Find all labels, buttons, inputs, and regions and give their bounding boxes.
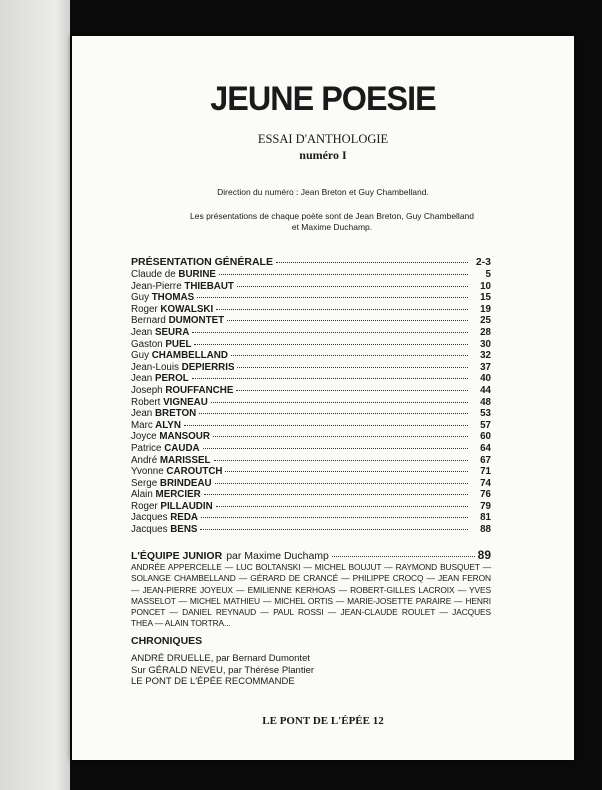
- poet-last-name: ALYN: [155, 419, 181, 431]
- toc-entry: [131, 281, 491, 293]
- poet-first-name: Alain: [131, 489, 153, 501]
- presentations-line-1: Les présentations de chaque poète sont de Jean Breton, Guy Chambelland: [190, 211, 474, 221]
- presentations-credit: [182, 211, 482, 233]
- toc-entry-poet: [131, 281, 234, 292]
- toc-entry: [131, 431, 491, 443]
- poet-first-name: Claude de: [131, 269, 176, 280]
- poet-last-name: MARISSEL: [159, 454, 211, 466]
- poet-last-name: MERCIER: [155, 489, 201, 501]
- toc-entry-page: 28: [480, 326, 491, 338]
- leader-dots: [184, 425, 468, 426]
- poet-first-name: Robert: [131, 396, 161, 408]
- junior-heading: L'ÉQUIPE JUNIOR: [131, 550, 223, 562]
- toc-entry-page: 60: [480, 431, 491, 443]
- poet-first-name: Joseph: [131, 384, 163, 396]
- toc-entry-page: 67: [480, 454, 491, 466]
- poet-last-name: SEURA: [154, 326, 190, 338]
- leader-dots: [200, 529, 468, 530]
- toc-entry-page: 15: [480, 292, 491, 304]
- leader-dots: [219, 274, 468, 275]
- toc-entry: [131, 489, 491, 501]
- poet-first-name: Guy: [131, 350, 149, 362]
- junior-page: 89: [477, 548, 491, 562]
- toc-entry-poet: [131, 350, 228, 361]
- chroniques-list: [131, 653, 314, 688]
- toc-entry-page: 48: [480, 396, 491, 408]
- leader-dots: [332, 556, 475, 557]
- leader-dots: [276, 262, 468, 263]
- leader-dots: [237, 286, 468, 287]
- facing-page-edge: [0, 0, 70, 790]
- toc-entry-page: 25: [480, 315, 491, 327]
- toc-entry-poet: [131, 397, 208, 408]
- toc-entry-poet: [131, 269, 216, 280]
- toc-entry-page: 5: [485, 269, 491, 280]
- poet-first-name: Jean: [131, 326, 153, 338]
- toc-entry-poet: [131, 304, 213, 315]
- poet-last-name: ROUFFANCHE: [165, 384, 234, 396]
- leader-dots: [213, 436, 468, 437]
- toc-entry: [131, 315, 491, 327]
- leader-dots: [192, 378, 468, 379]
- junior-names-list: ANDRÉE APPERCELLE — LUC BOLTANSKI — MICHEL BOUJUT — RAYMOND BUSQUET — SOLANGE CHAMBELLAND — GÉRARD DE CRANCÉ — PHILIPPE CROCQ — JEAN FERON — JEAN-PIERRE JOYEUX — EMILIENNE KERHOAS — ROBERT-GILLES LACROIX — YVES MASSELOT — MICHEL MATHIEU — MICHEL ORTIS — MARIE-JOSETTE PARAIRE — HENRI PONCET — DANIEL REYNAUD — PAUL ROSSI — JEAN-CLAUDE ROULET — JACQUES THEA — ALAIN TORTRA...: [131, 562, 491, 629]
- toc-entry-page: 40: [480, 373, 491, 385]
- toc-entry-poet: [131, 466, 222, 477]
- toc-entry: [131, 373, 491, 385]
- toc-entry-page: 32: [480, 350, 491, 362]
- poet-first-name: Jean: [131, 373, 153, 385]
- leader-dots: [192, 332, 468, 333]
- junior-author: par Maxime Duchamp: [226, 550, 329, 562]
- toc-entry-poet: [131, 455, 211, 466]
- poet-last-name: PUEL: [165, 338, 192, 350]
- poet-last-name: PEROL: [154, 373, 189, 385]
- toc-entry-poet: [131, 501, 213, 512]
- toc-entry-page: 81: [480, 512, 491, 524]
- toc-entry-poet: [131, 512, 198, 523]
- toc-entry-page: 44: [480, 384, 491, 396]
- leader-dots: [199, 413, 468, 414]
- poet-last-name: VIGNEAU: [163, 396, 208, 408]
- toc-entry-poet: [131, 362, 234, 373]
- toc-entry: [131, 304, 491, 316]
- toc-entry-page: 57: [480, 419, 491, 431]
- toc-entry-page: 79: [480, 500, 491, 512]
- leader-dots: [214, 460, 468, 461]
- poet-first-name: Guy: [131, 292, 149, 304]
- leader-dots: [216, 506, 468, 507]
- toc-entry-poet: [131, 443, 200, 454]
- poet-last-name: KOWALSKI: [160, 303, 214, 315]
- toc-heading-row: [131, 256, 491, 269]
- poet-last-name: BRETON: [154, 408, 197, 420]
- poet-first-name: Gaston: [131, 338, 163, 350]
- toc-entry-poet: [131, 524, 197, 535]
- leader-dots: [237, 367, 468, 368]
- toc-entry-poet: [131, 315, 224, 326]
- chronique-item: Sur GÉRALD NEVEU, par Thérèse Plantier: [131, 664, 315, 676]
- poet-last-name: BURINE: [178, 269, 216, 280]
- table-of-contents: [131, 256, 491, 536]
- toc-entry-poet: [131, 373, 189, 384]
- toc-entry-page: 53: [480, 408, 491, 420]
- toc-entry-poet: [131, 431, 210, 442]
- toc-entry-page: 71: [480, 466, 491, 478]
- poet-last-name: CAROUTCH: [166, 466, 223, 478]
- toc-entry: [131, 501, 491, 513]
- page-footer: LE PONT DE L'ÉPÉE 12: [262, 715, 384, 727]
- chronique-item: LE PONT DE L'ÉPÉE RECOMMANDE: [131, 676, 295, 687]
- toc-entry-poet: [131, 420, 181, 431]
- toc-entry-poet: [131, 292, 194, 303]
- toc-entry-poet: [131, 478, 212, 489]
- leader-dots: [197, 297, 468, 298]
- toc-entry-poet: [131, 385, 233, 396]
- poet-last-name: BENS: [170, 524, 198, 536]
- toc-entry: [131, 327, 491, 339]
- toc-entry-page: 76: [480, 489, 491, 501]
- poet-first-name: Jean-Louis: [131, 361, 179, 373]
- chronique-item: ANDRÉ DRUELLE, par Bernard Dumontet: [131, 653, 310, 664]
- poet-first-name: Patrice: [131, 442, 162, 454]
- presentations-line-2: et Maxime Duchamp.: [291, 222, 373, 232]
- toc-entry: [131, 397, 491, 409]
- poet-last-name: CHAMBELLAND: [151, 350, 228, 362]
- poet-first-name: Jacques: [131, 512, 168, 524]
- toc-entry-page: 19: [480, 303, 491, 315]
- subtitle: ESSAI D'ANTHOLOGIE: [257, 132, 389, 146]
- poet-last-name: THIEBAUT: [184, 280, 234, 292]
- toc-entry: [131, 524, 491, 536]
- poet-first-name: André: [131, 454, 158, 466]
- junior-section-row: [131, 548, 491, 562]
- leader-dots: [236, 390, 468, 391]
- toc-entry-page: 30: [480, 338, 491, 350]
- page-title: JEUNE POESIE: [210, 80, 436, 118]
- toc-entry-page: 74: [480, 477, 491, 489]
- poet-first-name: Marc: [131, 419, 153, 431]
- toc-entry-page: 37: [480, 361, 491, 373]
- poet-last-name: CAUDA: [164, 442, 200, 454]
- toc-entry: [131, 512, 491, 524]
- toc-heading-page: 2-3: [475, 256, 491, 268]
- poet-first-name: Jacques: [131, 524, 168, 536]
- poet-last-name: DEPIERRIS: [181, 361, 235, 373]
- toc-entry: [131, 455, 491, 467]
- poet-first-name: Serge: [131, 477, 158, 489]
- poet-first-name: Jean-Pierre: [131, 280, 182, 292]
- toc-entry: [131, 420, 491, 432]
- toc-entry: [131, 339, 491, 351]
- leader-dots: [225, 471, 468, 472]
- toc-entry-poet: [131, 327, 189, 338]
- poet-last-name: PILLAUDIN: [160, 500, 213, 512]
- toc-entry-page: 64: [480, 442, 491, 454]
- toc-entry: [131, 292, 491, 304]
- poet-last-name: MANSOUR: [159, 431, 210, 443]
- poet-last-name: REDA: [170, 512, 198, 524]
- poet-last-name: BRINDEAU: [159, 477, 212, 489]
- chroniques-heading: CHRONIQUES: [131, 635, 203, 647]
- toc-entry: [131, 362, 491, 374]
- poet-last-name: THOMAS: [151, 292, 195, 304]
- toc-entry-page: 10: [480, 280, 491, 292]
- toc-entry: [131, 350, 491, 362]
- toc-heading: PRÉSENTATION GÉNÉRALE: [131, 256, 273, 268]
- toc-entry: [131, 443, 491, 455]
- leader-dots: [231, 355, 468, 356]
- poet-first-name: Joyce: [131, 431, 157, 443]
- issue-number: numéro I: [299, 148, 347, 162]
- toc-entry: [131, 408, 491, 420]
- poet-first-name: Bernard: [131, 315, 166, 327]
- toc-entry: [131, 466, 491, 478]
- leader-dots: [203, 448, 468, 449]
- poet-last-name: DUMONTET: [168, 315, 225, 327]
- toc-entry-poet: [131, 339, 191, 350]
- toc-entry-page: 88: [480, 524, 491, 536]
- toc-entry: [131, 269, 491, 281]
- leader-dots: [201, 517, 468, 518]
- direction-credit: Direction du numéro : Jean Breton et Guy Chambelland.: [217, 187, 429, 197]
- leader-dots: [215, 483, 468, 484]
- document-page: [72, 36, 574, 760]
- toc-entry: [131, 478, 491, 490]
- toc-entry-poet: [131, 489, 201, 500]
- poet-first-name: Roger: [131, 303, 158, 315]
- toc-entry-poet: [131, 408, 196, 419]
- poet-first-name: Jean: [131, 408, 153, 420]
- toc-entry: [131, 385, 491, 397]
- leader-dots: [216, 309, 468, 310]
- leader-dots: [211, 402, 468, 403]
- poet-first-name: Yvonne: [131, 466, 164, 478]
- leader-dots: [204, 494, 468, 495]
- poet-first-name: Roger: [131, 500, 158, 512]
- leader-dots: [227, 320, 468, 321]
- leader-dots: [194, 344, 468, 345]
- toc-entries: [131, 269, 491, 536]
